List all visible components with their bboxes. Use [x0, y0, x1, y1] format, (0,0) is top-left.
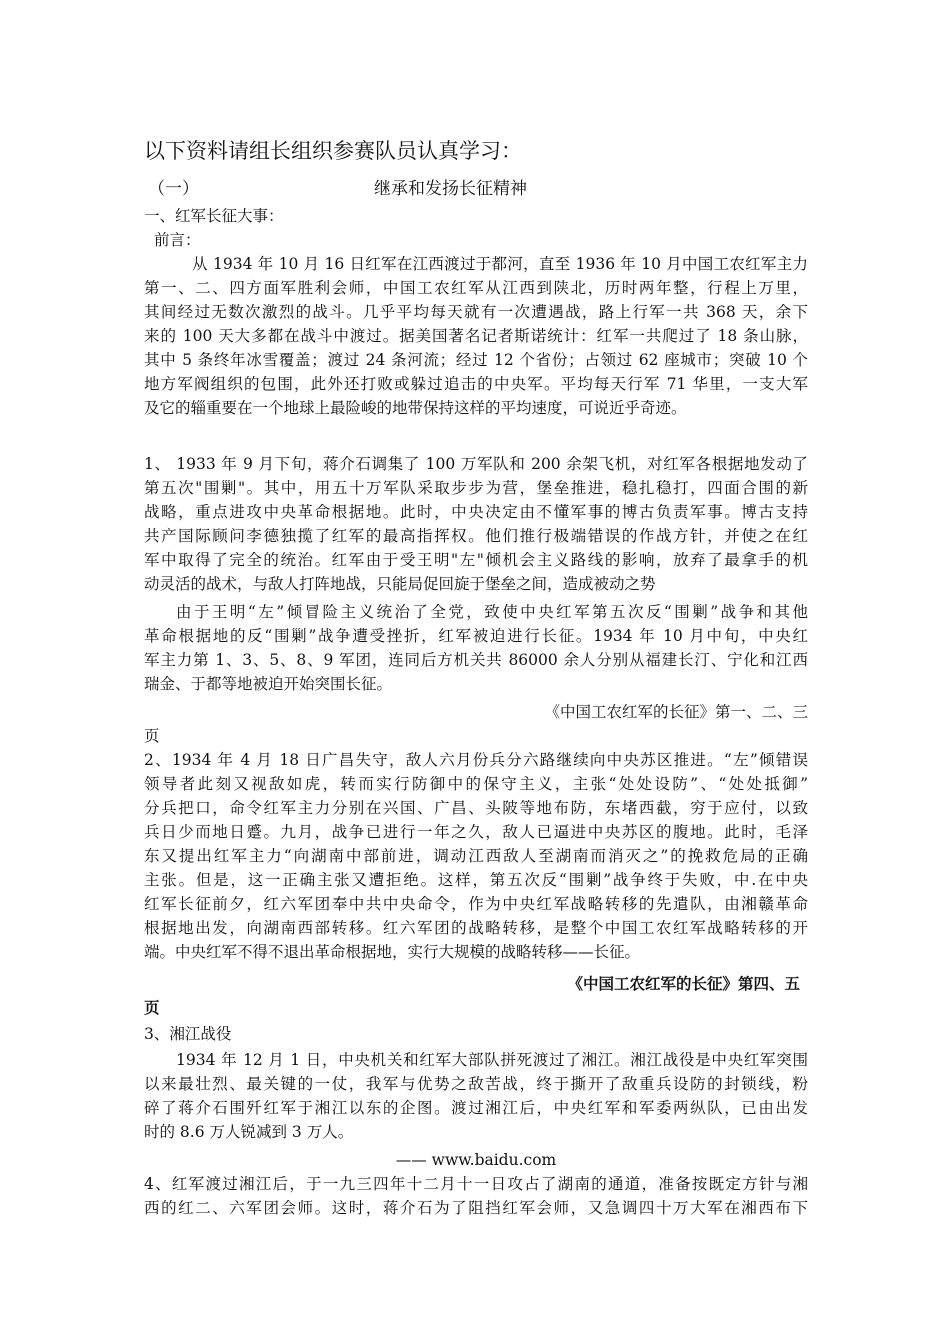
item3-line: 时的 8.6 万人锐减到 3 万人。 [144, 1123, 354, 1141]
part-title: 一、红军长征大事： [144, 207, 284, 225]
item3-line: 1934 年 12 月 1 日，中央机关和红军大部队拼死渡过了湘江。湘江战役是中央红军突围 [176, 1051, 808, 1069]
section-title: 继承和发扬长征精神 [374, 179, 527, 199]
source-citation-1: 《中国工农红军的长征》第一、二、三 [544, 703, 808, 721]
item2-line: 主张。但是，这一正确主张又遭拒绝。这样，第五次反“围剿”战争终于失败，中.在中央 [144, 871, 808, 889]
item1-line: 1、 1933 年 9 月下旬，蒋介石调集了 100 万军队和 200 余架飞机，对红军各根据地发动了 [144, 455, 808, 473]
item1b-line: 军主力第 1、3、5、8、9 军团，连同后方机关共 86000 余人分别从福建长汀、宁化和江西 [144, 651, 808, 669]
section-number: （一） [148, 179, 199, 199]
item3-title: 3、湘江战役 [144, 1025, 232, 1043]
source-link: —— www.baidu.com [395, 1151, 557, 1169]
preface-label: 前言： [154, 231, 201, 249]
preface-line: 其间经过无数次激烈的战斗。几乎平均每天就有一次遭遇战，路上行军一共 368 天，余下 [144, 303, 808, 321]
item2-line: 分兵把口，命令红军主力分别在兴国、广昌、头陂等地布防，东堵西截，穷于应付，以致 [144, 799, 808, 817]
item1-line: 战略，重点进攻中央革命根据地。此时，中央决定由不懂军事的博古负责军事。博古支持 [144, 503, 808, 521]
item2-line: 2、1934 年 4 月 18 日广昌失守，敌人六月份兵分六路继续向中央苏区推进。“左”倾错误 [144, 751, 808, 769]
item2-line: 根据地出发，向湖南西部转移。红六军团的战略转移，是整个中国工农红军战略转移的开 [144, 919, 808, 937]
item1b-line: 革命根据地的反“围剿”战争遭受挫折，红军被迫进行长征。1934 年 10 月中旬，中央红 [144, 627, 808, 645]
item1-line: 动灵活的战术，与敌人打阵地战，只能局促回旋于堡垒之间，造成被动之势 [144, 575, 656, 593]
item2-line: 领导者此刻又视敌如虎，转而实行防御中的保守主义，主张“处处设防”、“处处抵御” [144, 775, 808, 793]
preface-line: 从 1934 年 10 月 16 日红军在江西渡过于都河，直至 1936 年 10 月中国工农红军主力 [192, 255, 808, 273]
item2-line: 端。中央红军不得不退出革命根据地，实行大规模的战略转移——长征。 [144, 943, 641, 961]
source-citation-2-cont: 页 [144, 998, 160, 1017]
item1-line: 军中取得了完全的统治。红军由于受王明"左"倾机会主义路线的影响，放弃了最拿手的机 [144, 551, 808, 569]
item3-line: 以来最壮烈、最关键的一仗，我军与优势之敌苦战，终于撕开了敌重兵设防的封锁线，粉 [144, 1075, 808, 1093]
source-citation-1-cont: 页 [144, 727, 160, 745]
item2-line: 兵日少而地日蹙。九月，战争已进行一年之久，敌人已逼进中央苏区的腹地。此时，毛泽 [144, 823, 808, 841]
source-citation-2: 《中国工农红军的长征》第四、五 [567, 974, 800, 993]
item4-line: 西的红二、六军团会师。这时，蒋介石为了阻挡红军会师，又急调四十万大军在湘西布下 [144, 1199, 808, 1217]
preface-line: 来的 100 天大多都在战斗中渡过。据美国著名记者斯诺统计：红军一共爬过了 18 条山脉， [144, 327, 808, 345]
item2-line: 东又提出红军主力“向湖南中部前进，调动江西敌人至湖南而消灭之”的挽救危局的正确 [144, 847, 808, 865]
item4-line: 4、红军渡过湘江后，于一九三四年十二月十一日攻占了湖南的通道，准备按既定方针与湘 [144, 1175, 808, 1193]
preface-line: 地方军阀组织的包围，此外还打败或躲过追击的中央军。平均每天行军 71 华里，一支大军 [144, 375, 808, 393]
item3-line: 碎了蒋介石围歼红军于湘江以东的企图。渡过湘江后，中央红军和军委两纵队，已由出发 [144, 1099, 808, 1117]
item1-line: 共产国际顾问李德独揽了红军的最高指挥权。他们推行极端错误的作战方针，并使之在红 [144, 527, 808, 545]
item1b-line: 瑞金、于都等地被迫开始突围长征。 [144, 675, 393, 693]
preface-line: 第一、二、四方面军胜利会师，中国工农红军从江西到陕北，历时两年整，行程上万里， [144, 279, 808, 297]
preface-line: 其中 5 条终年冰雪覆盖；渡过 24 条河流；经过 12 个省份；占领过 62 座城市；突破 10 个 [144, 351, 808, 369]
document-heading: 以下资料请组长组织参赛队员认真学习： [144, 139, 522, 163]
item1b-line: 由于王明“左”倾冒险主义统治了全党，致使中央红军第五次反“围剿”战争和其他 [176, 603, 808, 621]
item1-line: 第五次"围剿"。其中，用五十万军队采取步步为营，堡垒推进，稳扎稳打，四面合围的新 [144, 479, 808, 497]
preface-line: 及它的辎重要在一个地球上最险峻的地带保持这样的平均速度，可说近乎奇迹。 [144, 399, 687, 417]
item2-line: 红军长征前夕，红六军团奉中共中央命令，作为中央红军战略转移的先遣队，由湘赣革命 [144, 895, 808, 913]
